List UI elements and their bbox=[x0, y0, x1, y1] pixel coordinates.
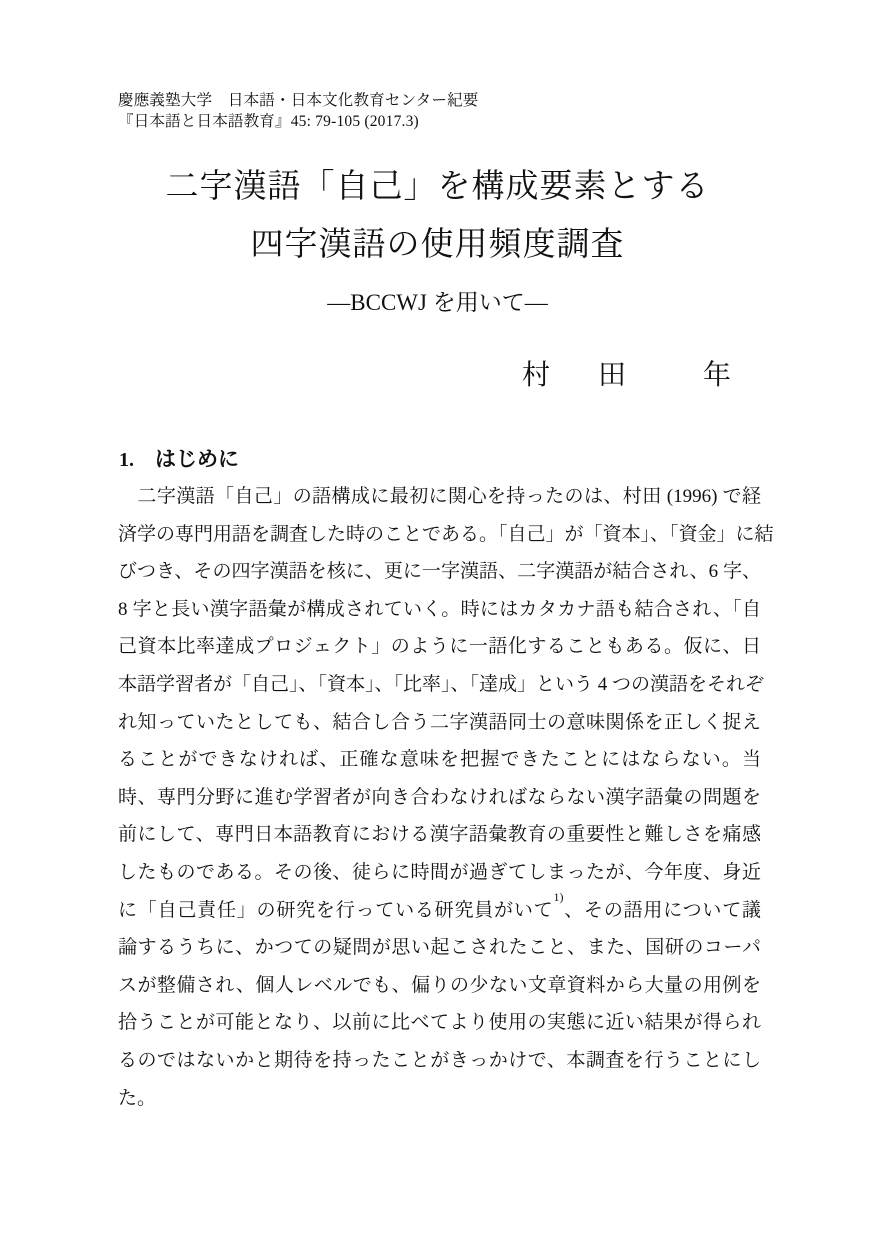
body-line-with-footnote bbox=[118, 892, 761, 930]
author-name bbox=[118, 356, 761, 396]
section-number: 1. bbox=[119, 449, 134, 471]
body-line: た。 bbox=[118, 1087, 157, 1109]
body-line-post: 、その語用について議 bbox=[563, 899, 761, 921]
paper-title bbox=[116, 158, 759, 274]
author-surname-char1: 村 bbox=[521, 360, 550, 391]
author-surname-char2: 田 bbox=[597, 360, 626, 391]
journal-header-line1: 慶應義塾大学 日本語・日本文化教育センター紀要 bbox=[118, 92, 479, 109]
body-line: ることができなければ、正確な意味を把握できたことにはならない。当 bbox=[118, 749, 761, 771]
footnote-ref-1: 1) bbox=[553, 890, 564, 905]
body-line: 己資本比率達成プロジェクト」のように一語化することもある。仮に、日 bbox=[118, 636, 761, 658]
journal-header bbox=[118, 90, 478, 132]
body-line: れ知っていたとしても、結合し合う二字漢語同士の意味関係を正しく捉え bbox=[118, 711, 761, 733]
body-paragraph bbox=[118, 478, 774, 1117]
body-line-pre: に「自己責任」の研究を行っている研究員がいて bbox=[118, 899, 554, 921]
body-line: 済学の専門用語を調査した時のことである。「自己」が「資本」、「資金」に結 bbox=[118, 523, 774, 545]
body-line: 8 字と長い漢字語彙が構成されていく。時にはカタカナ語も結合され、「自 bbox=[118, 598, 761, 620]
section-title: はじめに bbox=[155, 448, 239, 471]
body-line: 論するうちに、かつての疑問が思い起こされたこと、また、国研のコーパ bbox=[118, 937, 761, 959]
body-line: 拾うことが可能となり、以前に比べてより使用の実態に近い結果が得られ bbox=[118, 1012, 761, 1034]
journal-header-line2: 『日本語と日本語教育』45: 79-105 (2017.3) bbox=[118, 113, 419, 130]
body-line: スが整備され、個人レベルでも、偏りの少ない文章資料から大量の用例を bbox=[118, 974, 761, 996]
author-given-name: 年 bbox=[702, 360, 731, 391]
body-line: 本語学習者が「自己」、「資本」、「比率」、「達成」という 4 つの漢語をそれぞ bbox=[118, 673, 765, 695]
body-line: 時、専門分野に進む学習者が向き合わなければならない漢字語彙の問題を bbox=[118, 786, 761, 808]
body-line: 前にして、専門日本語教育における漢字語彙教育の重要性と難しさを痛感 bbox=[118, 824, 761, 846]
body-line: るのではないかと期待を持ったことがきっかけで、本調査を行うことにし bbox=[118, 1049, 761, 1071]
section-heading bbox=[119, 446, 239, 473]
paper-title-line1: 二字漢語「自己」を構成要素とする bbox=[165, 169, 710, 205]
body-line: びつき、その四字漢語を核に、更に一字漢語、二字漢語が結合され、6 字、 bbox=[118, 561, 761, 583]
body-line: 二字漢語「自己」の語構成に最初に関心を持ったのは、村田 (1996) で経 bbox=[118, 486, 761, 507]
paper-title-line2: 四字漢語の使用頻度調査 bbox=[250, 227, 625, 263]
paper-subtitle: ―BCCWJ を用いて― bbox=[327, 290, 548, 315]
body-line: したものである。その後、徒らに時間が過ぎてしまったが、今年度、身近 bbox=[118, 861, 761, 883]
